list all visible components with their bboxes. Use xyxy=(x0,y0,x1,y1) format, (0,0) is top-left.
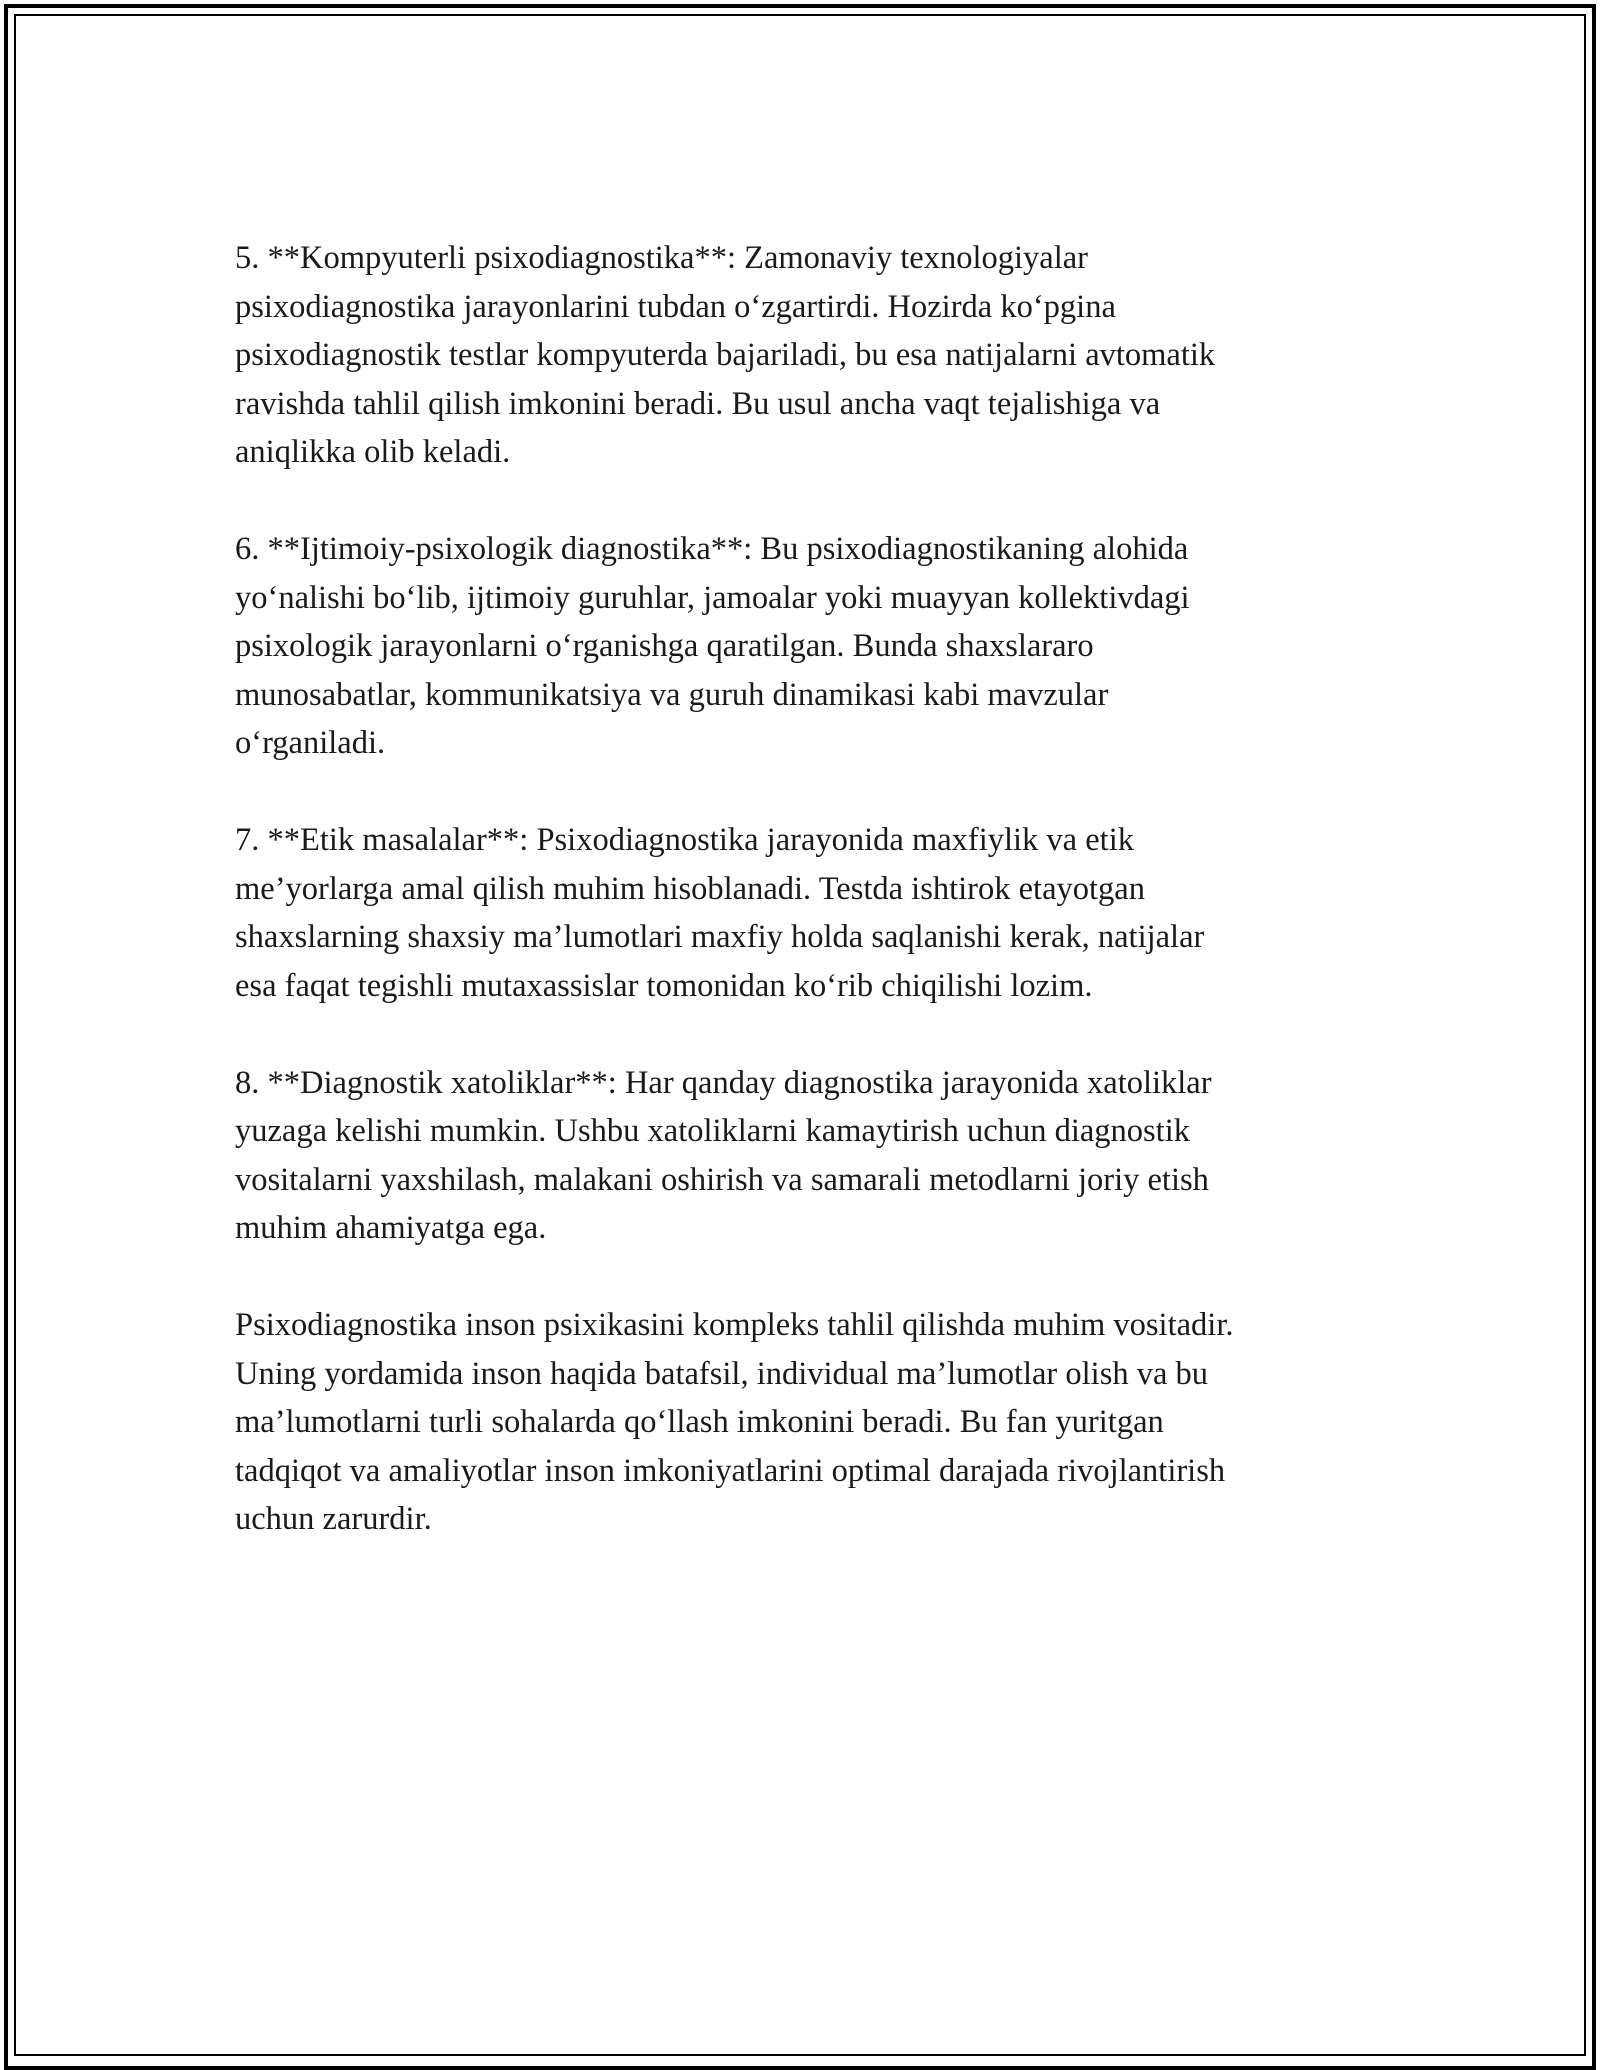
document-body xyxy=(235,234,1385,1592)
paragraph-ijtimoiy-psixologik-diagnostika: 6. **Ijtimoiy-psixologik diagnostika**: Bu psixodiagnostikaning alohida yo‘nalishi bo‘lib, ijtimoiy guruhlar, jamoalar yoki muayyan kollektivdagi psixologik jarayonlarni o‘rganishga qaratilgan. Bunda shaxslararo munosabatlar, kommunikatsiya va guruh dinamikasi kabi mavzular o‘rganiladi. xyxy=(235,531,1190,761)
paragraph-conclusion: Psixodiagnostika inson psixikasini kompleks tahlil qilishda muhim vositadir. Uning yordamida inson haqida batafsil, individual ma’lumotlar olish va bu ma’lumotlarni turli sohalarda qo‘llash imkonini beradi. Bu fan yuritgan tadqiqot va amaliyotlar inson imkoniyatlarini optimal darajada rivojlantirish uchun zarurdir. xyxy=(235,1307,1234,1537)
paragraph-kompyuterli-psixodiagnostika: 5. **Kompyuterli psixodiagnostika**: Zamonaviy texnologiyalar psixodiagnostika jarayonlarini tubdan o‘zgartirdi. Hozirda ko‘pgina psixodiagnostik testlar kompyuterda bajariladi, bu esa natijalarni avtomatik ravishda tahlil qilish imkonini beradi. Bu usul ancha vaqt tejalishiga va aniqlikka olib keladi. xyxy=(235,240,1216,470)
paragraph-etik-masalalar: 7. **Etik masalalar**: Psixodiagnostika jarayonida maxfiylik va etik me’yorlarga amal qilish muhim hisoblanadi. Testda ishtirok etayotgan shaxslarning shaxsiy ma’lumotlari maxfiy holda saqlanishi kerak, natijalar esa faqat tegishli mutaxassislar tomonidan ko‘rib chiqilishi lozim. xyxy=(235,822,1205,1004)
paragraph-diagnostik-xatoliklar: 8. **Diagnostik xatoliklar**: Har qanday diagnostika jarayonida xatoliklar yuzaga kelishi mumkin. Ushbu xatoliklarni kamaytirish uchun diagnostik vositalarni yaxshilash, malakani oshirish va samarali metodlarni joriy etish muhim ahamiyatga ega. xyxy=(235,1064,1212,1246)
